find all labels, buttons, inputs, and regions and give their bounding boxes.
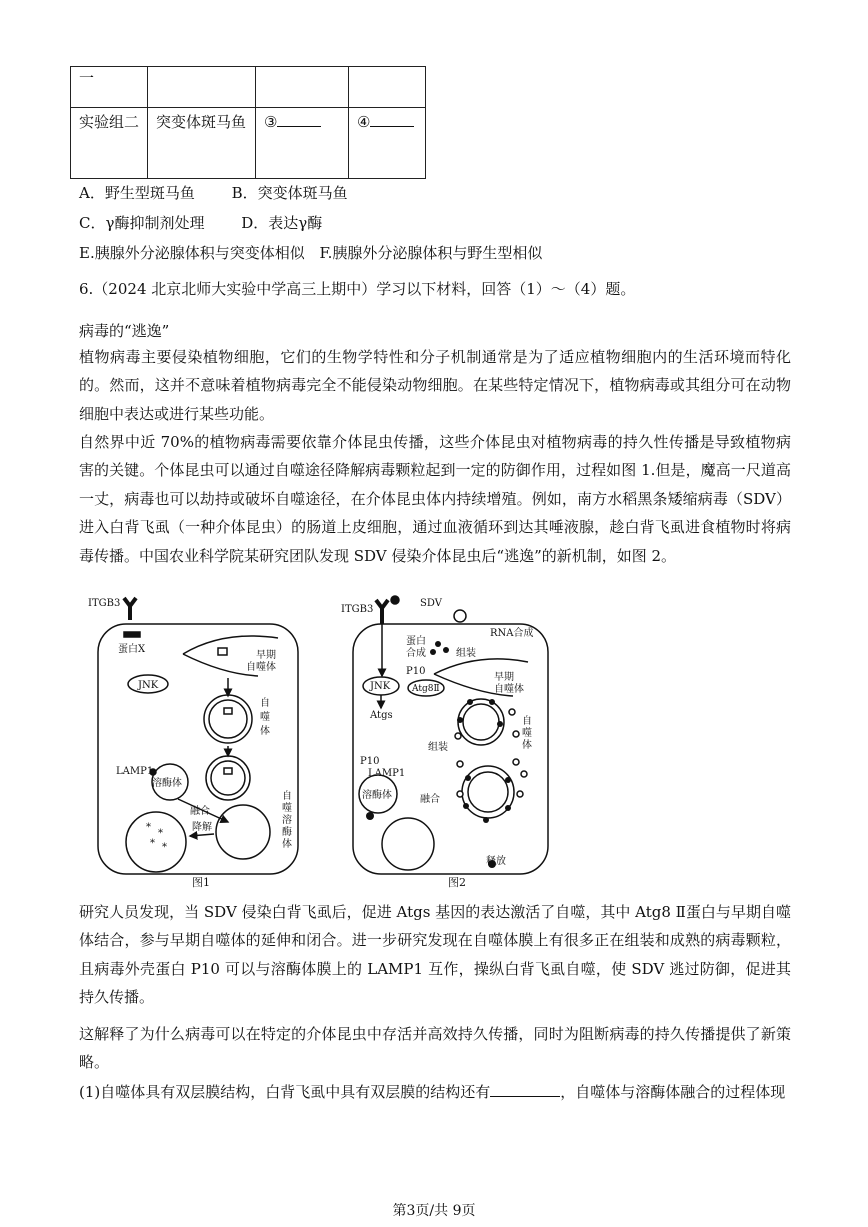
question-header: 6.（2024 北京北师大实验中学高三上期中）学习以下材料，回答（1）～（4）题。 xyxy=(79,280,636,298)
table-cell: 实验组二 xyxy=(71,108,148,179)
label: LAMP1 xyxy=(368,768,406,779)
cargo-icon xyxy=(218,648,227,655)
table-cell xyxy=(148,67,256,108)
passage-title: 病毒的“逃逸” xyxy=(79,322,170,340)
virus-shells xyxy=(455,709,527,797)
receptor-icon xyxy=(124,598,136,620)
label: 溶 xyxy=(282,815,292,826)
label: Atg8Ⅱ xyxy=(412,684,440,694)
page-footer: 第3页/共 9页 xyxy=(392,1203,476,1219)
svg-text:*: * xyxy=(146,822,151,833)
label: 早期 xyxy=(256,650,276,661)
figure-caption: 图1 xyxy=(192,876,210,889)
label: 合成 xyxy=(406,648,426,659)
table-cell: 突变体斑马鱼 xyxy=(148,108,256,179)
label: SDV xyxy=(420,598,442,609)
option-a: A．野生型斑马鱼 xyxy=(79,184,195,202)
label: 释放 xyxy=(486,856,506,867)
label: LAMP1 xyxy=(116,766,154,777)
label: 自噬体 xyxy=(494,684,524,695)
label: JNK xyxy=(370,681,391,692)
table-row xyxy=(71,67,426,108)
label: 蛋白 xyxy=(406,636,426,647)
label: 早期 xyxy=(494,672,514,683)
label: ITGB3 xyxy=(341,604,374,615)
label: 组装 xyxy=(456,648,476,659)
option-c: C．γ酶抑制剂处理 xyxy=(79,214,205,232)
label: 噬 xyxy=(282,803,292,814)
figures xyxy=(88,594,808,896)
label: 融合 xyxy=(420,794,440,805)
table-cell xyxy=(349,108,426,179)
table-cell: 一 xyxy=(71,67,148,108)
table-row xyxy=(71,108,426,179)
label: 自 xyxy=(282,791,292,802)
label: P10 xyxy=(360,756,380,767)
question-text: ，自噬体与溶酶体融合的过程体现 xyxy=(560,1083,786,1101)
label: 噬 xyxy=(260,712,270,723)
answer-blank[interactable] xyxy=(490,1082,560,1097)
label: 体 xyxy=(522,740,532,751)
virus-particle xyxy=(391,596,399,604)
option-line xyxy=(79,242,542,263)
label: 体 xyxy=(260,726,270,737)
label: 自噬体 xyxy=(246,662,276,673)
label: 自 xyxy=(522,716,532,727)
label: 噬 xyxy=(522,728,532,739)
degradation-vesicle xyxy=(126,812,186,872)
label: 溶酶体 xyxy=(152,778,182,789)
paragraph: 这解释了为什么病毒可以在特定的介体昆虫中存活并高效持久传播，同时为阻断病毒的持久传播提供了新策略。 xyxy=(79,1025,791,1072)
question-text: (1)自噬体具有双层膜结构，白背飞虱中具有双层膜的结构还有 xyxy=(79,1083,491,1101)
table-cell xyxy=(349,67,426,108)
label: 降解 xyxy=(192,822,212,833)
paragraph: 自然界中近 70%的植物病毒需要依靠介体昆虫传播，这些介体昆虫对植物病毒的持久性传播是导致植物病害的关键。个体昆虫可以通过自噬途径降解病毒颗粒起到一定的防御作用，过程如图 1.但是，魔高一尺道高一丈，病毒也可以劫持或破坏自噬途径，在介体昆虫体内持续增殖。例如，南方水稻黑条矮缩病毒（SDV）进入白背飞虱（一种介体昆虫）的肠道上皮细胞，通过血液循环到达其唾液腺，趁白背飞虱进食植物时将病毒传播。中国农业科学院某研究团队发现 SDV 侵染介体昆虫后“逃逸”的新机制，如图 2。 xyxy=(79,433,791,565)
label: 溶酶体 xyxy=(362,790,392,801)
answer-blank[interactable] xyxy=(370,112,414,127)
label: 融合 xyxy=(190,806,210,817)
label: P10 xyxy=(406,666,426,677)
table-cell xyxy=(256,108,349,179)
table-cell xyxy=(256,67,349,108)
protein-x-icon xyxy=(124,632,140,637)
svg-text:*: * xyxy=(150,838,155,849)
option-line xyxy=(79,212,322,233)
label: RNA合成 xyxy=(490,628,534,639)
svg-text:*: * xyxy=(158,828,163,839)
label: 自 xyxy=(260,698,270,709)
label: 体 xyxy=(282,839,292,850)
blank-label: ④ xyxy=(357,113,371,131)
option-d: D．表达γ酶 xyxy=(241,214,323,232)
label: JNK xyxy=(138,680,159,691)
label: Atgs xyxy=(370,710,393,721)
paragraph: 植物病毒主要侵染植物细胞，它们的生物学特性和分子机制通常是为了适应植物细胞内的生活环境而特化的。然而，这并不意味着植物病毒完全不能侵染动物细胞。在某些特定情况下，植物病毒或其组分可在动物细胞中表达或进行某些功能。 xyxy=(79,348,791,423)
label: 组装 xyxy=(428,742,448,753)
figure-caption: 图2 xyxy=(448,876,466,889)
option-f: F.胰腺外分泌腺体积与野生型相似 xyxy=(319,244,543,262)
blank-label: ③ xyxy=(264,113,278,131)
option-b: B．突变体斑马鱼 xyxy=(231,184,348,202)
virus-particles xyxy=(366,641,511,868)
paragraph: 研究人员发现，当 SDV 侵染白背飞虱后，促进 Atgs 基因的表达激活了自噬，其中 Atg8 Ⅱ蛋白与早期自噬体结合，参与早期自噬体的延伸和闭合。进一步研究发现在自噬体膜上有很多正在组装和成熟的病毒颗粒，且病毒外壳蛋白 P10 可以与溶酶体膜上的 LAMP1 互作，操纵白背飞虱自噬，使 SDV 逃过防御，促进其持久传播。 xyxy=(79,903,791,1007)
experiment-table xyxy=(70,66,426,179)
virus-entry-icon xyxy=(454,610,466,622)
question-1 xyxy=(79,1078,791,1106)
label: ITGB3 xyxy=(88,598,121,609)
receptor-icon xyxy=(376,600,388,624)
answer-blank[interactable] xyxy=(277,112,321,127)
label: 蛋白X xyxy=(118,644,146,655)
label: 酶 xyxy=(282,827,292,838)
option-e: E.胰腺外分泌腺体积与突变体相似 xyxy=(79,244,305,262)
option-line xyxy=(79,182,348,203)
svg-text:*: * xyxy=(162,842,167,853)
